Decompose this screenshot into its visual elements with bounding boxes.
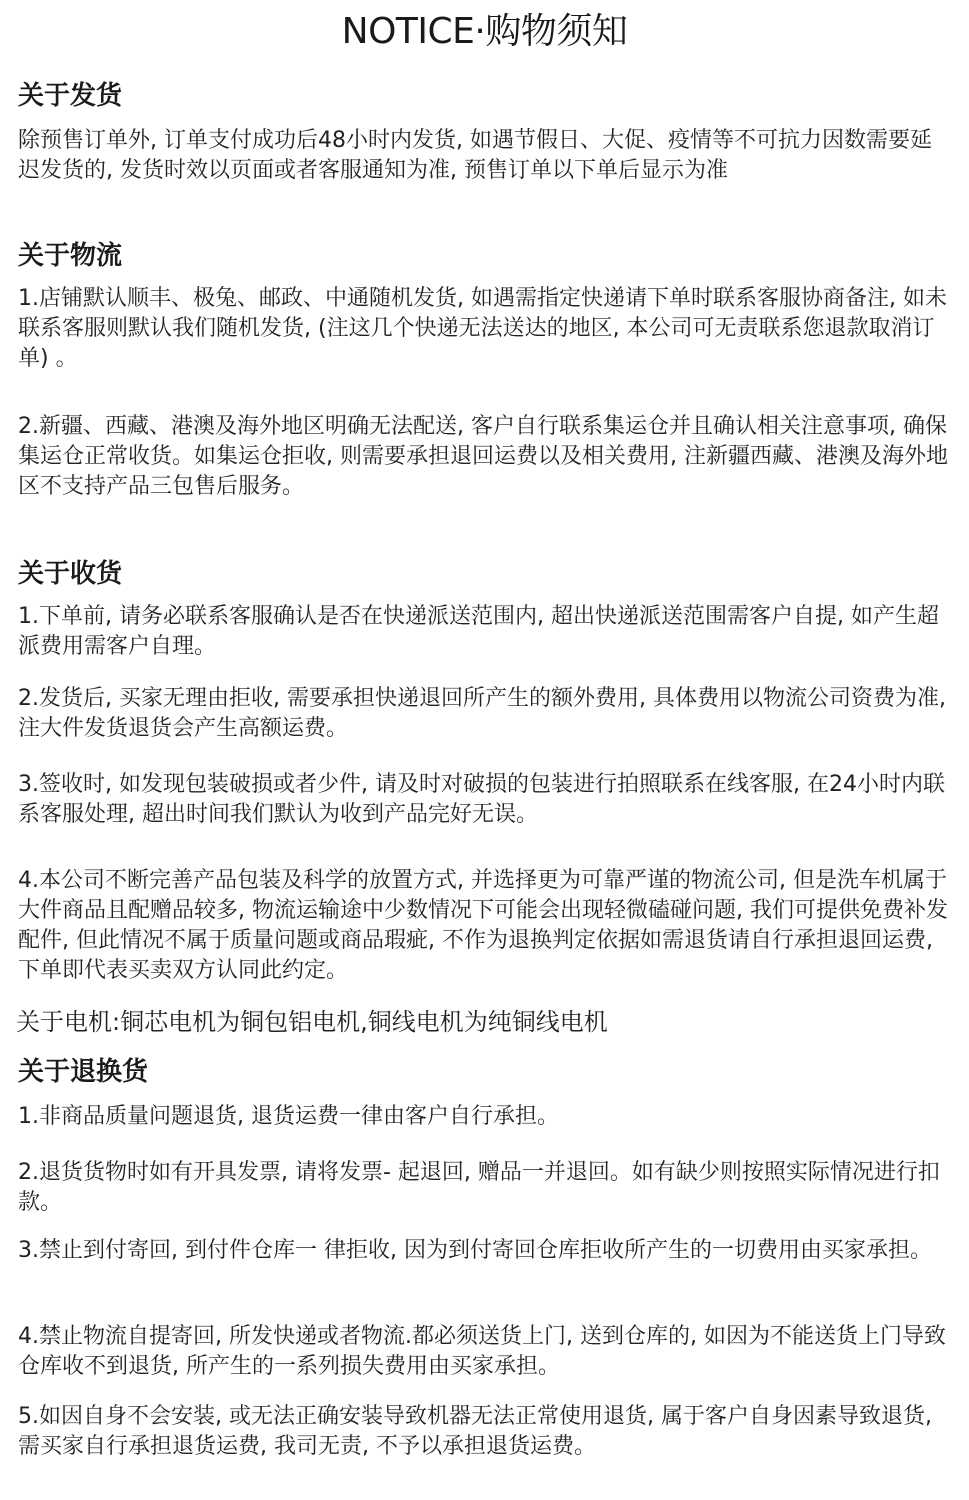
returns-paragraph-2: 2.退货货物时如有开具发票, 请将发票- 起退回, 赠品一并退回。如有缺少则按照实际情况进行扣款。 <box>18 1160 940 1215</box>
returns-paragraph-3: 3.禁止到付寄回, 到付件仓库一 律拒收, 因为到付寄回仓库拒收所产生的一切费用由买家承担。 <box>18 1238 932 1263</box>
returns-paragraph-4: 4.禁止物流自提寄回, 所发快递或者物流.都必须送货上门, 送到仓库的, 如因为不能送货上门导致仓库收不到退货, 所产生的一系列损失费用由买家承担。 <box>18 1324 946 1379</box>
receiving-paragraph-3: 3.签收时, 如发现包装破损或者少件, 请及时对破损的包装进行拍照联系在线客服, 在24小时内联系客服处理, 超出时间我们默认为收到产品完好无误。 <box>18 772 945 827</box>
section-heading-receiving: 关于收货 <box>18 559 123 589</box>
receiving-paragraph-2: 2.发货后, 买家无理由拒收, 需要承担快递退回所产生的额外费用, 具体费用以物流公司资费为准, 注大件发货退货会产生高额运费。 <box>18 686 946 741</box>
motor-note: 关于电机:铜芯电机为铜包铝电机,铜线电机为纯铜线电机 <box>16 1008 608 1036</box>
section-heading-returns: 关于退换货 <box>18 1057 149 1087</box>
page-title: NOTICE·购物须知 <box>341 11 628 52</box>
returns-paragraph-1: 1.非商品质量问题退货, 退货运费一律由客户自行承担。 <box>18 1104 559 1129</box>
logistics-paragraph-1: 1.店铺默认顺丰、极兔、邮政、中通随机发货, 如遇需指定快递请下单时联系客服协商备注, 如未联系客服则默认我们随机发货, (注这几个快递无法送达的地区, 本公司可无责联系您退款取消订单) 。 <box>18 286 947 371</box>
shipping-paragraph: 除预售订单外, 订单支付成功后48小时内发货, 如遇节假日、大促、疫情等不可抗力因数需要延迟发货的, 发货时效以页面或者客服通知为准, 预售订单以下单后显示为准 <box>18 128 932 183</box>
receiving-paragraph-1: 1.下单前, 请务必联系客服确认是否在快递派送范围内, 超出快递派送范围需客户自提, 如产生超派费用需客户自理。 <box>18 604 939 659</box>
receiving-paragraph-4: 4.本公司不断完善产品包装及科学的放置方式, 并选择更为可靠严谨的物流公司, 但是洗车机属于大件商品且配赠品较多, 物流运输途中少数情况下可能会出现轻微磕碰问题, 我们可提供免费补发配件, 但此情况不属于质量问题或商品瑕疵, 不作为退换判定依据如需退货请自行承担退回运费,下单即代表买卖双方认同此约定。 <box>18 868 948 983</box>
returns-paragraph-5: 5.如因自身不会安装, 或无法正确安装导致机器无法正常使用退货, 属于客户自身因素导致退货, 需买家自行承担退货运费, 我司无责, 不予以承担退货运费。 <box>18 1404 932 1459</box>
logistics-paragraph-2: 2.新疆、西藏、港澳及海外地区明确无法配送, 客户自行联系集运仓并且确认相关注意事项, 确保集运仓正常收货。如集运仓拒收, 则需要承担退回运费以及相关费用, 注新疆西藏、港澳及海外地区不支持产品三包售后服务。 <box>18 414 948 499</box>
section-heading-shipping: 关于发货 <box>18 81 123 111</box>
section-heading-logistics: 关于物流 <box>18 241 123 271</box>
